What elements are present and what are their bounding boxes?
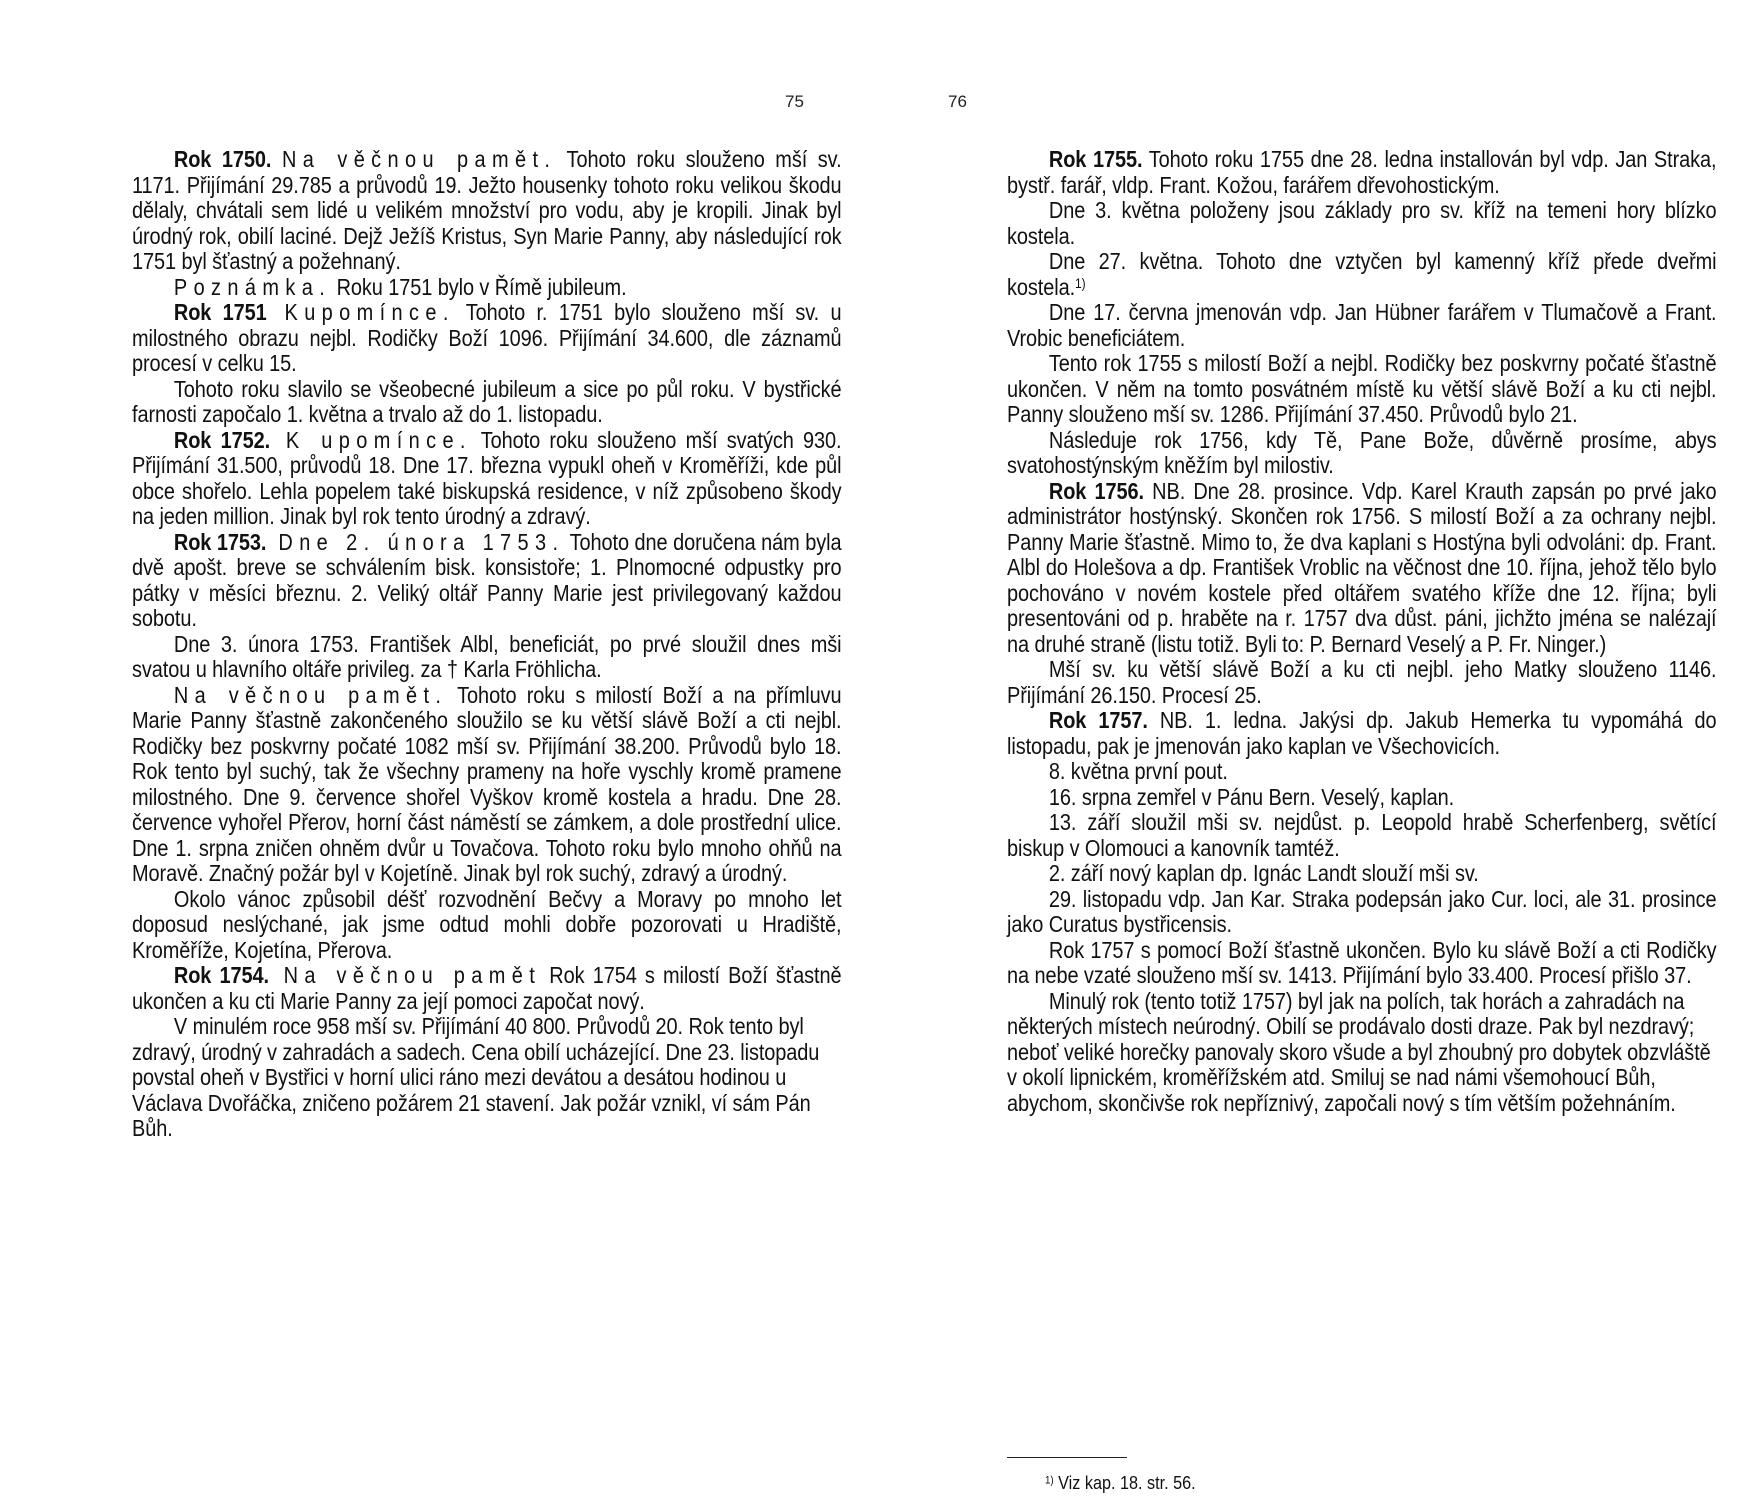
paragraph-text: NB. Dne 28. prosince. Vdp. Karel Krauth zapsán po prvé jako administrátor hostýnský. Skončen rok 1756. S milostí Boží a za ochrany nejbl. Panny Marie šťastně. Mimo to, že dva kaplani s Hostýna byli odvoláni: dp. Frant. Albl do Holešova a dp. František Vroblic na věčnost dne 10. října, jehož tělo bylo pochováno v novém kostele před oltářem svatého kříže dne 12. října; byli presentováni od p. hraběte na r. 1757 dva důst. páni, jichžto jména se nalézají na druhé straně (listu totiž. Byli to: P. Bernard Veselý a P. Fr. Ninger.): [1007, 477, 1717, 657]
paragraph-text: 29. listopadu vdp. Jan Kar. Straka podepsán jako Cur. loci, ale 31. prosince jako Curatus bystřicensis.: [1007, 885, 1717, 937]
paragraph-text: Minulý rok (tento totiž 1757) byl jak na polích, tak horách a zahradách na některých místech neúrodný. Obilí se prodávalo dosti draze. Pak byl nezdravý; neboť veliké horečky panovaly skoro všude a byl zhoubný pro dobytek obzvláště v okolí lipnickém, kroměřížském atd. Smiluj se nad námi všemohoucí Bůh, abychom, skončivše rok nepříznivý, započali nový s tím větším požehnáním.: [1007, 987, 1711, 1116]
paragraph-text: V minulém roce 958 mší sv. Přijímání 40 800. Průvodů 20. Rok tento byl zdravý, úrodný v zahradách a sadech. Cena obilí ucházející. Dne 23. listopadu povstal oheň v Bystřici v horní ulici ráno mezi devátou a desátou hodinou u Václava Dvořáčka, zničeno požárem 21 stavení. Jak požár vznikl, ví sám Pán Bůh.: [132, 1013, 820, 1141]
paragraph-text: 13. září sloužil mši sv. nejdůst. p. Leopold hrabě Scherfenberg, světící biskup v Olomouci a kanovník tamtéž.: [1007, 809, 1717, 861]
paragraph-text: Roku 1751 bylo v Římě jubileum.: [331, 273, 627, 300]
paragraph-vesely: [1007, 785, 1717, 811]
paragraph-jubilee: [132, 377, 842, 428]
spaced-heading: Kupomínce.: [266, 299, 455, 325]
paragraph-text: Tohoto roku slavilo se všeobecné jubileum a sice po půl roku. V bystřické farnosti započalo 1. května a trvalo až do 1. listopadu.: [132, 375, 842, 427]
paragraph-1755: [1007, 147, 1717, 198]
footnote-reference: 1): [1075, 274, 1086, 291]
spaced-heading: Na věčnou pamět.: [282, 146, 557, 172]
paragraph-1757-harvest: [1007, 989, 1717, 1117]
paragraph-albl: [132, 632, 842, 683]
year-heading: Rok 1752.: [173, 426, 271, 453]
paragraph-1757: [1007, 708, 1717, 759]
spaced-heading: Na věčnou pamět: [268, 962, 542, 988]
paragraph-1757-summary: [1007, 938, 1717, 989]
paragraph-1753-memory: [132, 683, 842, 887]
paragraph-1755-summary: [1007, 351, 1717, 428]
paragraph-cross-foundation: [1007, 198, 1717, 249]
spaced-heading: Dne 2. února 1753.: [266, 528, 565, 555]
footnote: [1045, 1473, 1196, 1494]
paragraph-text: Dne 3. května položeny jsou základy pro sv. kříž na temeni hory blízko kostela.: [1007, 197, 1717, 249]
paragraph-1756: [1007, 479, 1717, 658]
paragraph-text: Následuje rok 1756, kdy Tě, Pane Bože, důvěrně prosíme, abys svatohostýnským kněžím byl milostiv.: [1007, 426, 1717, 478]
paragraph-1754: [132, 963, 842, 1014]
footnote-mark: 1): [1045, 1474, 1054, 1487]
paragraph-scherfenberg: [1007, 810, 1717, 861]
paragraph-text: Tento rok 1755 s milostí Boží a nejbl. Rodičky bez poskvrny počaté šťastně ukončen. V něm na tomto posvátném místě ku větší slávě Boží a ku cti nejbl. Panny slouženo mší sv. 1286. Přijímání 37.450. Průvodů bylo 21.: [1007, 350, 1717, 427]
year-heading: Rok 1751: [173, 299, 267, 325]
paragraph-text: 2. září nový kaplan dp. Ignác Landt slouží mši sv.: [1048, 860, 1479, 886]
paragraph-1756-summary: [1007, 657, 1717, 708]
year-heading: Rok 1757.: [1048, 707, 1148, 733]
paragraph-text: Okolo vánoc způsobil déšť rozvodnění Bečvy a Moravy po mnoho let doposud neslýchané, jak jsme odtud mohli dobře pozorovati u Hradiště, Kroměříže, Kojetína, Přerova.: [132, 885, 842, 963]
footnote-text: Viz kap. 18. str. 56.: [1053, 1473, 1196, 1493]
paragraph-cross-erected: [1007, 249, 1717, 300]
paragraph-1752: [132, 428, 842, 530]
right-page-column: [1007, 147, 1717, 1116]
paragraph-text: Tohoto roku slouženo mší sv. 1171. Přijímání 29.785 a průvodů 19. Ježto housenky tohoto roku velikou škodu dělaly, chvátali sem lidé u velikém množství pro vodu, aby je kropili. Jinak byl úrodný rok, obilí laciné. Dejž Ježíš Kristus, Syn Marie Panny, aby následující rok 1751 byl šťastný a požehnaný.: [132, 146, 842, 274]
paragraph-text: Tohoto roku 1755 dne 28. ledna installován byl vdp. Jan Straka, bystř. farář, vldp. Frant. Kožou, farářem dřevohostickým.: [1007, 146, 1717, 198]
footnote-divider: [1007, 1457, 1127, 1458]
paragraph-text: Tohoto roku slouženo mší svatých 930. Přijímání 31.500, průvodů 18. Dne 17. března vypukl oheň v Kroměříži, kde půl obce shořelo. Lehla popelem také biskupská residence, v níž způsobeno škody na jeden million. Jinak byl rok tento úrodný a zdravý.: [132, 426, 842, 529]
paragraph-straka: [1007, 887, 1717, 938]
paragraph-1754-summary: [132, 1014, 842, 1142]
paragraph-text: Rok 1757 s pomocí Boží šťastně ukončen. Bylo ku slávě Boží a cti Rodičky na nebe vzaté slouženo mší sv. 1413. Přijímání bylo 33.400. Procesí přišlo 37.: [1007, 936, 1717, 988]
paragraph-text: Dne 3. února 1753. František Albl, beneficiát, po prvé sloužil dnes mši svatou u hlavního oltáře privileg. za † Karla Fröhlicha.: [132, 630, 842, 682]
spaced-heading: K upomínce.: [270, 426, 472, 453]
paragraph-pilgrimage: [1007, 759, 1717, 785]
paragraph-text: Dne 27. května. Tohoto dne vztyčen byl kamenný kříž přede dveřmi kostela.: [1007, 248, 1717, 300]
paragraph-text: Tohoto r. 1751 bylo slouženo mší sv. u milostného obrazu nejbl. Rodičky Boží 1096. Přijímání 34.600, dle záznamů procesí v celku 15.: [132, 299, 842, 376]
year-heading: Rok 1750.: [173, 146, 272, 172]
spaced-heading: Na věčnou pamět.: [173, 681, 448, 708]
left-page-column: [132, 147, 842, 1142]
paragraph-note-1751: [132, 275, 842, 301]
spaced-heading: Poznámka.: [173, 273, 332, 300]
paragraph-hubner: [1007, 300, 1717, 351]
paragraph-text: Mší sv. ku větší slávě Boží a ku cti nejbl. jeho Matky slouženo 1146. Přijímání 26.150. Procesí 25.: [1007, 656, 1717, 708]
paragraph-1750: [132, 147, 842, 275]
paragraph-1756-prayer: [1007, 428, 1717, 479]
paragraph-text: NB. 1. ledna. Jakýsi dp. Jakub Hemerka tu vypomáhá do listopadu, pak je jmenován jako kaplan ve Všechovicích.: [1007, 707, 1717, 759]
year-heading: Rok 1756.: [1048, 477, 1144, 504]
paragraph-text: 16. srpna zemřel v Pánu Bern. Veselý, kaplan.: [1048, 783, 1455, 810]
paragraph-landt: [1007, 861, 1717, 887]
paragraph-text: Dne 17. června jmenován vdp. Jan Hübner farářem v Tlumačově a Frant. Vrobic beneficiátem.: [1007, 299, 1717, 351]
paragraph-text: Rok 1754 s milostí Boží šťastně ukončen a ku cti Marie Panny za její pomoci započat nový.: [132, 962, 842, 1014]
page-number-left: 75: [785, 92, 804, 111]
paragraph-flood: [132, 887, 842, 964]
paragraph-1753: [132, 530, 842, 632]
paragraph-text: Tohoto dne doručena nám byla dvě apošt. breve se schválením bisk. konsistoře; 1. Plnomocné odpustky pro pátky v měsíci březnu. 2. Veliký oltář Panny Marie jest privilegovaný každou sobotu.: [132, 528, 842, 631]
year-heading: Rok 1754.: [173, 962, 269, 988]
paragraph-1751: [132, 300, 842, 377]
paragraph-text: Tohoto roku s milostí Boží a na přímluvu Marie Panny šťastně zakončeného sloužilo se ku větší slávě Boží a cti nejbl. Rodičky bez poskvrny počaté 1082 mší sv. Přijímání 38.200. Průvodů bylo 18. Rok tento byl suchý, tak že všechny prameny na hoře vyschly kromě pramene milostného. Dne 9. července shořel Vyškov kromě kostela a hradu. Dne 28. července vyhořel Přerov, horní část náměstí se zámkem, a dole prostřední ulice. Dne 1. srpna zničen ohněm dvůr u Tovačova. Tohoto roku bylo mnoho ohňů na Moravě. Značný požár byl v Kojetíně. Jinak byl rok suchý, zdravý a úrodný.: [132, 681, 842, 886]
year-heading: Rok 1755.: [1048, 146, 1143, 172]
page-number-right: 76: [948, 92, 967, 111]
paragraph-text: 8. května první pout.: [1048, 758, 1228, 784]
year-heading: Rok 1753.: [173, 528, 267, 555]
